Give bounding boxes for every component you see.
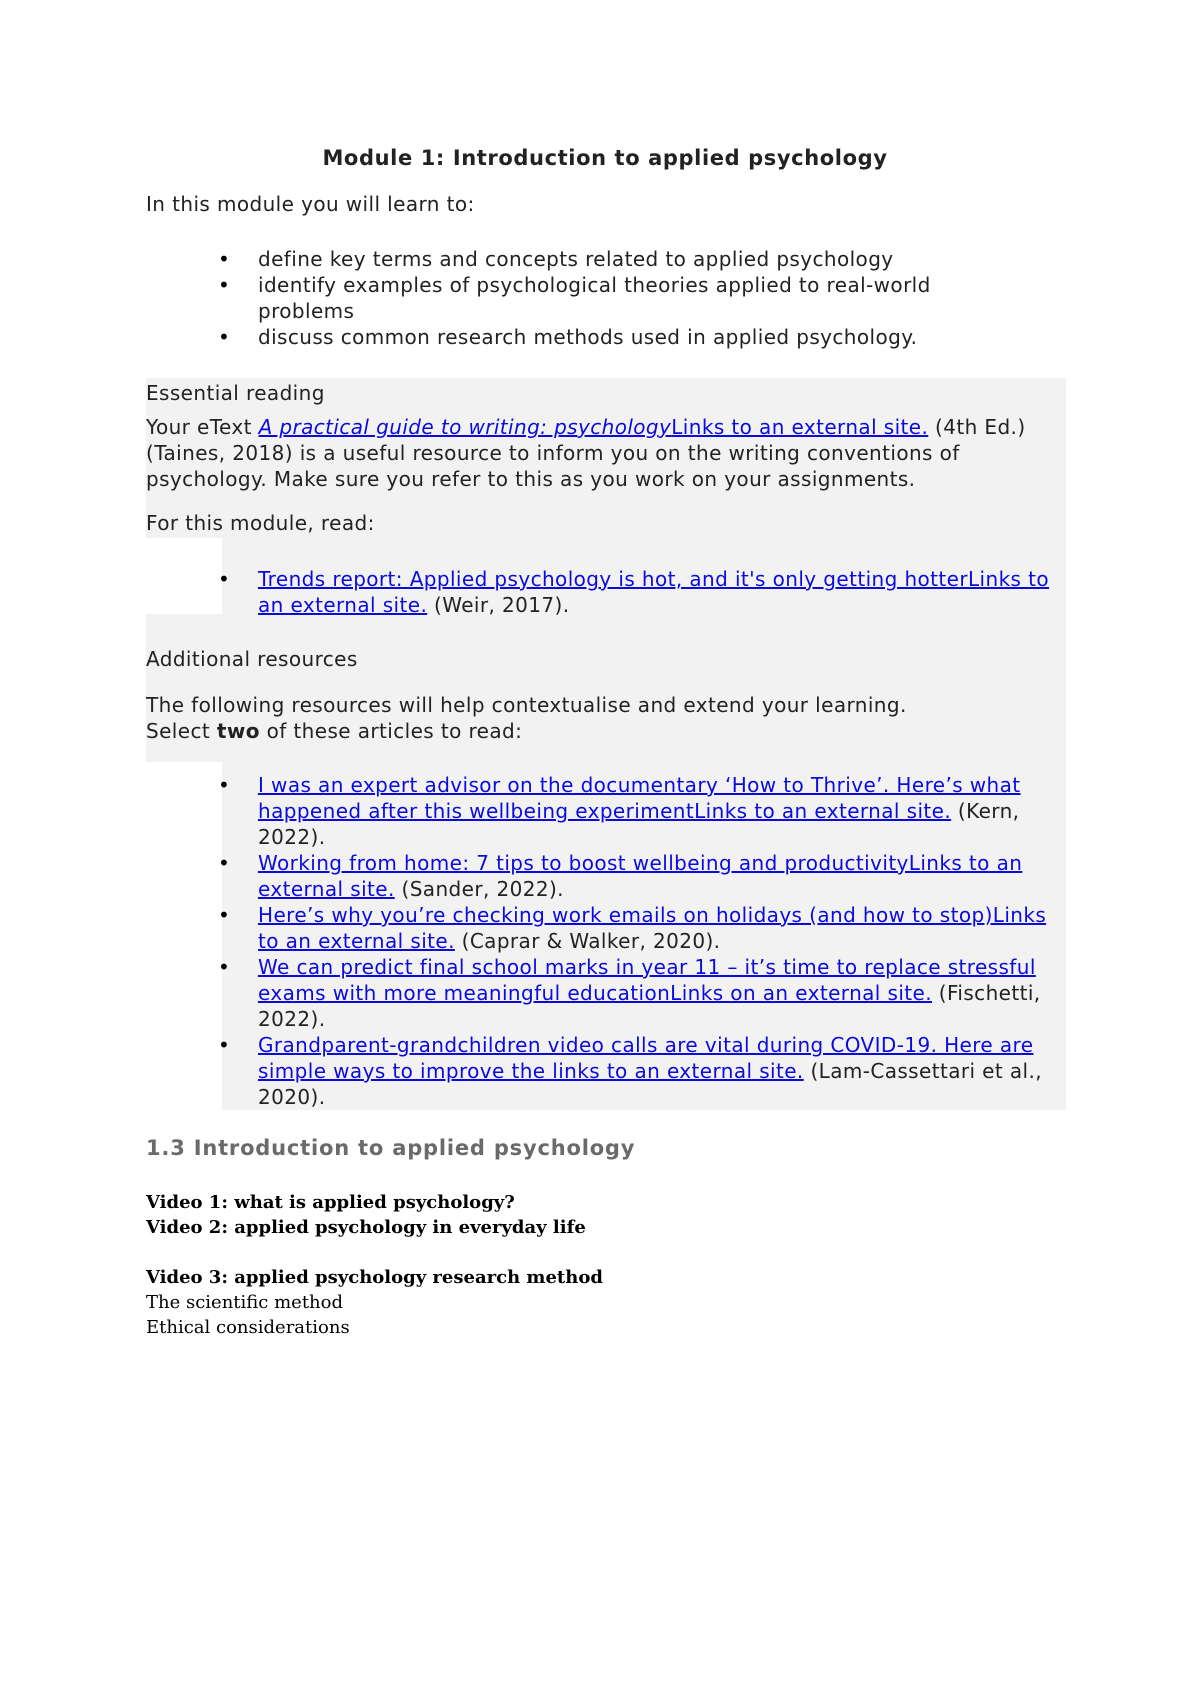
video-1-title <box>146 1190 603 1215</box>
video-3-label: Video 3: applied psychology research method <box>146 1267 603 1288</box>
etext-link-title: A practical guide to writing: psychology <box>258 415 672 439</box>
resource-item <box>146 954 1066 1032</box>
video-list <box>146 1190 603 1340</box>
etext-link-tail: Links to an external site. <box>671 415 929 439</box>
caprar-citation: (Caprar & Walker, 2020). <box>454 929 721 953</box>
select-instruction <box>146 718 1066 744</box>
video-1-label: Video 1: what is applied psychology? <box>146 1192 515 1213</box>
video-3-title <box>146 1265 603 1290</box>
video-spacer <box>146 1240 603 1265</box>
resource-item <box>146 902 1066 954</box>
intro-text: In this module you will learn to: <box>146 192 475 216</box>
weir-article-link[interactable]: Trends report: Applied psychology is hot, and it's only getting hotterLinks to an external site. <box>258 567 1050 617</box>
additional-resources-list <box>146 772 1066 1110</box>
video-3-topic: The scientific method <box>146 1292 343 1313</box>
section-heading: 1.3 Introduction to applied psychology <box>146 1136 636 1160</box>
objective-item: • discuss common research methods used in applied psychology. <box>146 324 1006 350</box>
additional-resources-intro <box>146 692 1066 744</box>
etext-prefix: Your eText <box>146 415 259 439</box>
lam-cassettari-article-link[interactable]: Grandparent-grandchildren video calls are vital during COVID-19. Here are simple ways to improve the links to an external site. <box>258 1033 1034 1083</box>
reading-item <box>146 566 1066 618</box>
kern-article-link[interactable]: I was an expert advisor on the documentary ‘How to Thrive’. Here’s what happened after this wellbeing experimentLinks to an external site. <box>258 773 1021 823</box>
kern-citation: (Kern, 2022). <box>258 799 1020 849</box>
caprar-article-link[interactable]: Here’s why you’re checking work emails on holidays (and how to stop)Links to an external site. <box>258 903 1047 953</box>
sander-article-link[interactable]: Working from home: 7 tips to boost wellbeing and productivityLinks to an external site. <box>258 851 1023 901</box>
additional-resources-heading: Additional resources <box>146 647 358 671</box>
video-2-label: Video 2: applied psychology in everyday life <box>146 1217 586 1238</box>
essential-reading-heading: Essential reading <box>146 381 325 405</box>
select-prefix: Select <box>146 719 217 743</box>
weir-citation: (Weir, 2017). <box>427 593 570 617</box>
page-title: Module 1: Introduction to applied psychology <box>322 146 888 170</box>
resource-item <box>146 1032 1066 1110</box>
additional-intro-line: The following resources will help contextualise and extend your learning. <box>146 693 907 717</box>
learning-objectives <box>146 246 1006 350</box>
read-instruction: For this module, read: <box>146 511 375 535</box>
fischetti-citation: (Fischetti, 2022). <box>258 981 1041 1031</box>
etext-link[interactable] <box>259 415 929 439</box>
essential-reading-paragraph <box>146 414 1066 492</box>
video-2-title <box>146 1215 603 1240</box>
etext-suffix: (4th Ed.) (Taines, 2018) is a useful resource to inform you on the writing conventions of psychology. Make sure you refer to this as you work on your assignments. <box>146 415 1026 491</box>
essential-reading-list <box>146 566 1066 618</box>
fischetti-article-link[interactable]: We can predict final school marks in year 11 – it’s time to replace stressful exams with more meaningful educationLinks on an external site. <box>258 955 1036 1005</box>
resource-item <box>146 850 1066 902</box>
resource-item <box>146 772 1066 850</box>
objective-item: • define key terms and concepts related to applied psychology <box>146 246 1006 272</box>
video-3-topic: Ethical considerations <box>146 1317 350 1338</box>
sander-citation: (Sander, 2022). <box>394 877 564 901</box>
select-suffix: of these articles to read: <box>259 719 523 743</box>
lam-cassettari-citation: (Lam-Cassettari et al., 2020). <box>258 1059 1043 1109</box>
select-count: two <box>216 719 260 743</box>
objective-item: • identify examples of psychological theories applied to real-world problems <box>146 272 1006 324</box>
